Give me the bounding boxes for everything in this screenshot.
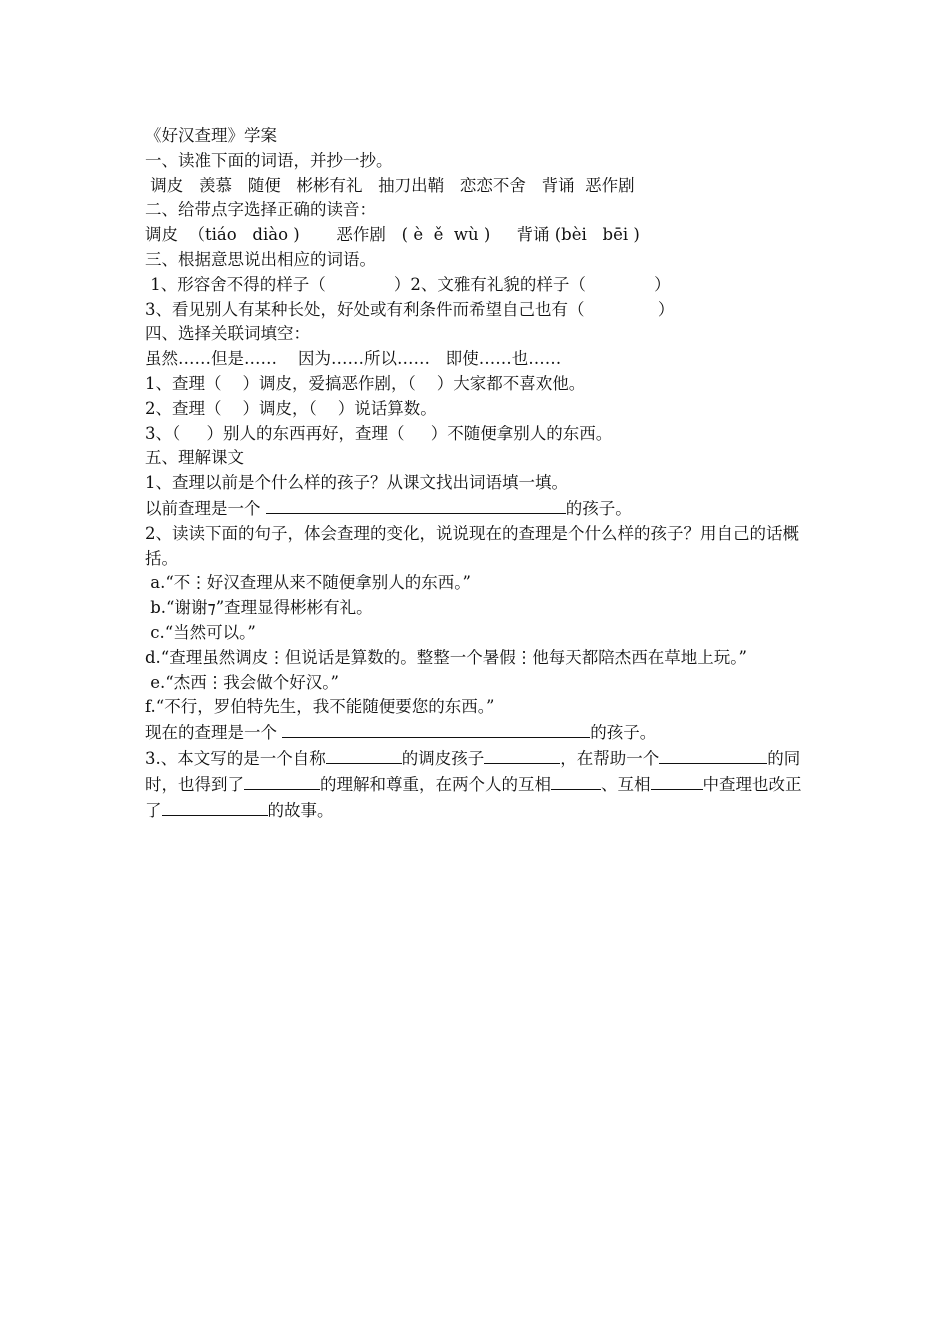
q3-text-1: 3.、本文写的是一个自称 [145,748,326,768]
answer-blank-mutual-2[interactable] [651,772,703,790]
answer-blank-self-name[interactable] [326,746,402,764]
now-suffix: 的孩子。 [590,723,657,743]
answer-blank-child-name[interactable] [484,746,560,764]
section-5-heading: 五、理解课文 [145,448,244,468]
section-5-question-1: 1、查理以前是个什么样的孩子？从课文找出词语填一填。 [145,473,568,493]
section-4-question-1: 1、查理（ ）调皮，爱搞恶作剧，（ ）大家都不喜欢他。 [145,373,586,393]
section-4-question-2: 2、查理（ ）调皮，（ ）说话算数。 [145,398,437,418]
answer-blank-mutual-1[interactable] [551,772,601,790]
section-3-question-3: 3、看见别人有某种长处，好处或有利条件而希望自己也有（ ） [145,299,675,319]
section-4-question-3: 3、（ ）别人的东西再好，查理（ ）不随便拿别人的东西。 [145,423,613,443]
quote-a: a.“不⋮好汉查理从来不随便拿别人的东西。” [145,573,471,593]
worksheet-title: 《好汉查理》学案 [145,126,277,145]
quote-f: f.“不行，罗伯特先生，我不能随便要您的东西。” [145,697,495,717]
answer-blank-helped[interactable] [659,746,767,764]
q3-text-4: 的同时，也得到了 [145,748,801,794]
section-4-heading: 四、选择关联词填空： [145,324,310,344]
quote-e: e.“杰西⋮我会做个好汉。” [145,672,339,692]
quote-c: c.“当然可以。” [145,622,256,642]
section-2-heading: 二、给带点字选择正确的读音： [145,200,376,220]
answer-blank-before[interactable] [266,496,566,514]
before-suffix: 的孩子。 [565,498,632,518]
quote-b: b.“谢谢⁊”查理显得彬彬有礼。 [145,598,373,618]
answer-blank-got[interactable] [244,772,320,790]
section-1-heading: 一、读准下面的词语，并抄一抄。 [145,150,393,170]
worksheet [145,124,815,823]
section-3-heading: 三、根据意思说出相应的词语。 [145,249,376,269]
answer-blank-now[interactable] [282,720,590,738]
q3-text-6: 、互相 [601,774,651,794]
section-5-now-answer [145,720,815,746]
q3-text-3: ，在帮助一个 [560,748,660,768]
answer-blank-corrected[interactable] [162,798,268,816]
section-2-pronunciation: 调皮 （tiáo diào ) 恶作剧 ( è ě wù ) 背诵 (bèi bēi ) [145,225,640,245]
q3-text-2: 的调皮孩子 [401,748,485,768]
q3-text-7: 中查理也改正了 [145,774,802,820]
q3-text-8: 的故事。 [267,800,334,820]
section-5-question-3 [145,746,815,823]
now-prefix: 现在的查理是一个 [145,723,283,743]
section-4-options: 虽然……但是…… 因为……所以…… 即使……也…… [145,349,562,369]
q3-text-5: 的理解和尊重，在两个人的互相 [320,774,551,794]
section-5-question-2: 2、读读下面的句子，体会查理的变化，说说现在的查理是个什么样的孩子？用自己的话概括。 [145,523,799,568]
section-5-before-answer [145,496,815,522]
section-1-words: 调皮 羡慕 随便 彬彬有礼 抽刀出鞘 恋恋不舍 背诵 恶作剧 [145,175,635,195]
section-3-question-1-2: 1、形容舍不得的样子（ ）2、文雅有礼貌的样子（ ） [145,274,671,294]
before-prefix: 以前查理是一个 [145,498,266,518]
quote-d: d.“查理虽然调皮⋮但说话是算数的。整整一个暑假⋮他每天都陪杰西在草地上玩。” [145,647,747,667]
